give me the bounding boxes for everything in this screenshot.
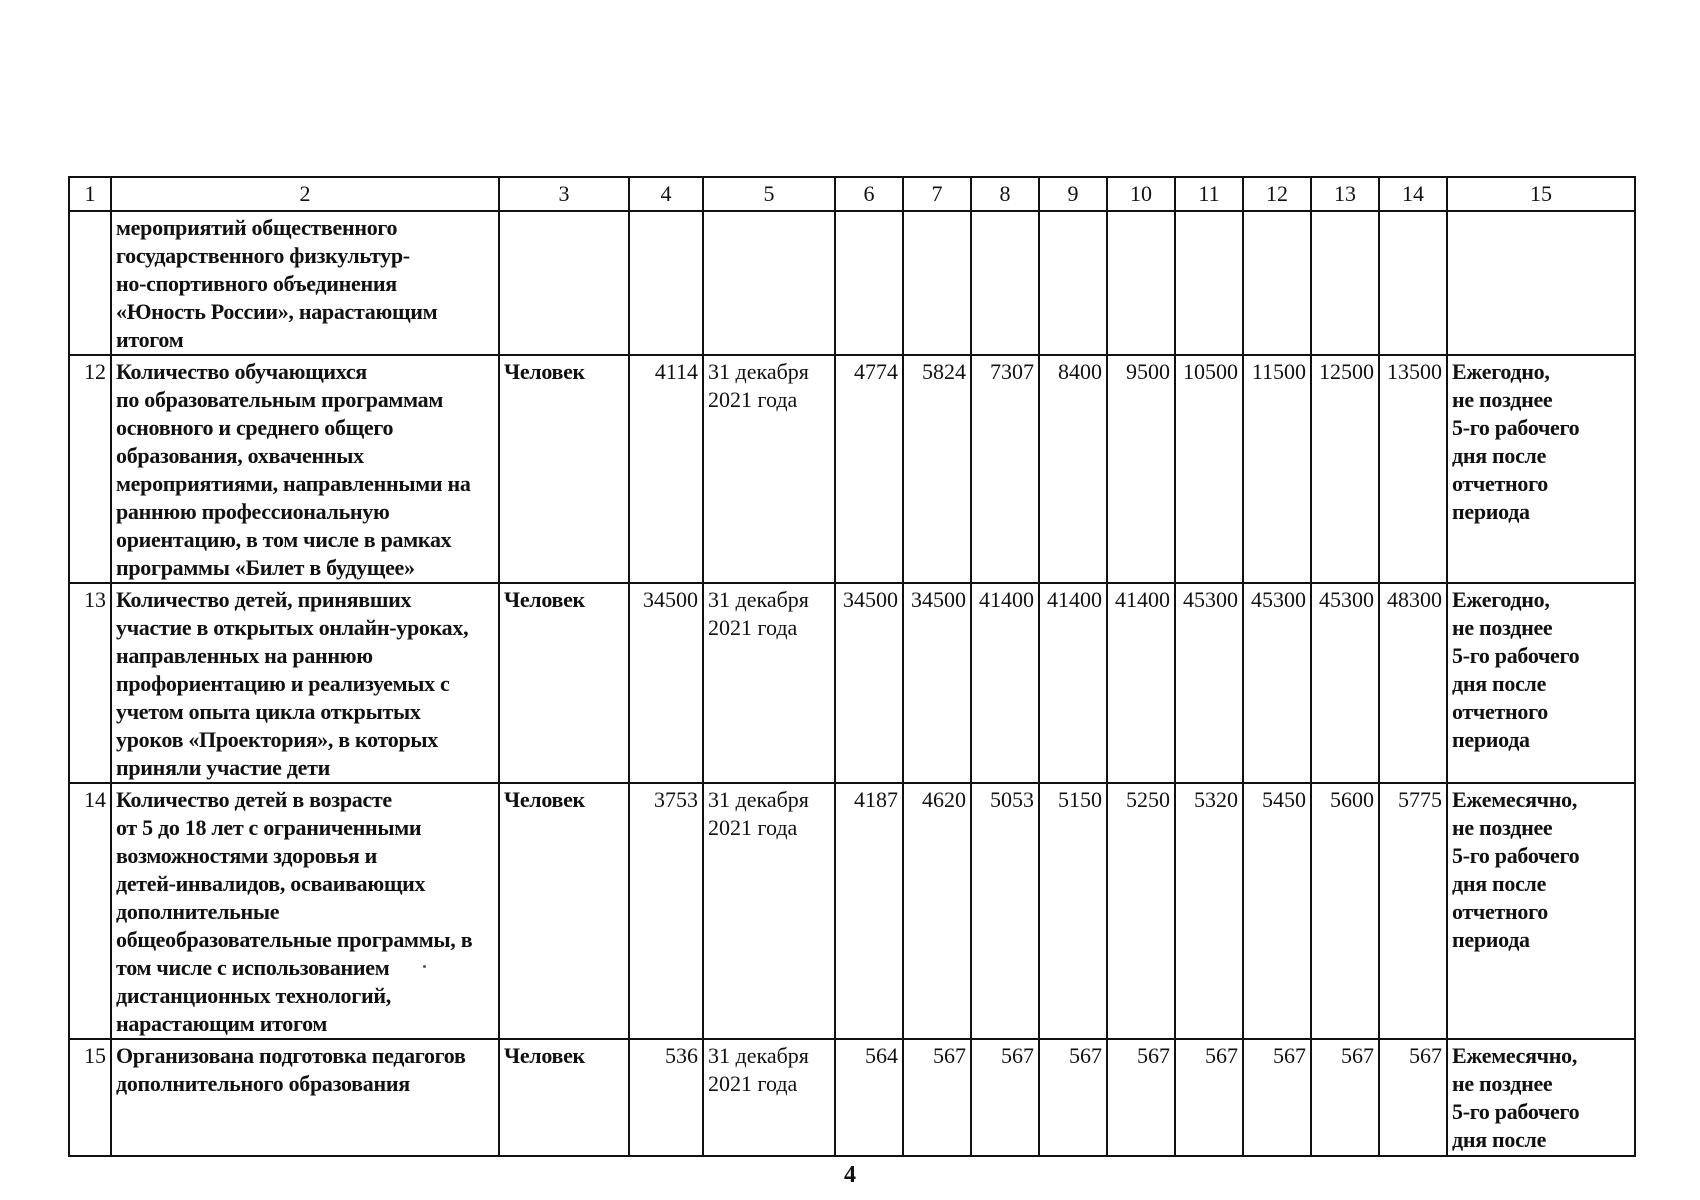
base-value-cell: 536 — [629, 1039, 703, 1156]
value-cell: 567 — [1039, 1039, 1107, 1156]
column-header: 14 — [1379, 177, 1447, 211]
date-line: 31 декабря — [708, 359, 809, 384]
value-cell: 567 — [903, 1039, 971, 1156]
frequency-line: отчетного — [1452, 471, 1548, 496]
value-cell: 5600 — [1311, 783, 1379, 1039]
value-cell: 10500 — [1175, 355, 1243, 583]
description-line: уроков «Проектория», в которых — [116, 727, 438, 752]
table-row — [69, 1039, 1635, 1156]
frequency-line: Ежегодно, — [1452, 587, 1550, 612]
value-cell: 8400 — [1039, 355, 1107, 583]
value-cell: 41400 — [1039, 583, 1107, 783]
frequency-cell — [1447, 583, 1635, 783]
value-cell: 45300 — [1175, 583, 1243, 783]
column-number-header-row — [69, 177, 1635, 211]
date-line: 31 декабря — [708, 587, 809, 612]
column-header: 13 — [1311, 177, 1379, 211]
continuation-row — [69, 211, 1635, 355]
base-date-cell — [703, 783, 835, 1039]
value-cell: 41400 — [1107, 583, 1175, 783]
base-date-cell — [703, 355, 835, 583]
value-cell: 9500 — [1107, 355, 1175, 583]
unit-cell: Человек — [499, 1039, 629, 1156]
frequency-line: периода — [1452, 499, 1530, 524]
column-header: 4 — [629, 177, 703, 211]
base-value-cell: 34500 — [629, 583, 703, 783]
value-cell: 5053 — [971, 783, 1039, 1039]
description-line: мероприятий общественного — [116, 215, 398, 240]
column-header: 10 — [1107, 177, 1175, 211]
base-date-cell — [703, 211, 835, 355]
column-header: 6 — [835, 177, 903, 211]
column-header: 5 — [703, 177, 835, 211]
description-line: дополнительного образования — [116, 1071, 410, 1096]
description-line: Количество детей в возрасте — [116, 787, 392, 812]
value-cell: 4620 — [903, 783, 971, 1039]
value-cell: 5775 — [1379, 783, 1447, 1039]
unit-cell: Человек — [499, 583, 629, 783]
frequency-line: 5-го рабочего — [1452, 843, 1580, 868]
value-cell: 5150 — [1039, 783, 1107, 1039]
unit-cell: Человек — [499, 783, 629, 1039]
frequency-line: отчетного — [1452, 699, 1548, 724]
description-line: направленных на раннюю — [116, 643, 373, 668]
description-line: том числе с использованием — [116, 955, 390, 980]
frequency-line: Ежемесячно, — [1452, 1043, 1578, 1068]
date-line: 31 декабря — [708, 1043, 809, 1068]
description-line: но-спортивного объединения — [116, 271, 397, 296]
value-cell — [1243, 211, 1311, 355]
value-cell: 12500 — [1311, 355, 1379, 583]
unit-cell — [499, 211, 629, 355]
description-line: итогом — [116, 327, 184, 352]
description-line: по образовательным программам — [116, 387, 444, 412]
value-cell: 45300 — [1243, 583, 1311, 783]
column-header: 8 — [971, 177, 1039, 211]
description-line: дополнительные — [116, 899, 280, 924]
table-row — [69, 583, 1635, 783]
value-cell: 5450 — [1243, 783, 1311, 1039]
date-line: 2021 года — [708, 615, 798, 640]
base-value-cell — [629, 211, 703, 355]
frequency-line: Ежегодно, — [1452, 359, 1550, 384]
frequency-line: 5-го рабочего — [1452, 1099, 1580, 1124]
indicator-description-cell — [111, 1039, 499, 1156]
description-line: приняли участие дети — [116, 755, 330, 780]
row-number-cell: 12 — [69, 355, 111, 583]
row-number-cell: 13 — [69, 583, 111, 783]
frequency-line: 5-го рабочего — [1452, 643, 1580, 668]
date-line: 2021 года — [708, 1071, 798, 1096]
frequency-line: отчетного — [1452, 899, 1548, 924]
frequency-line: не позднее — [1452, 1071, 1553, 1096]
value-cell: 4774 — [835, 355, 903, 583]
indicators-table — [68, 176, 1636, 1157]
value-cell: 564 — [835, 1039, 903, 1156]
value-cell: 34500 — [835, 583, 903, 783]
description-line: детей-инвалидов, осваивающих — [116, 871, 426, 896]
value-cell: 4187 — [835, 783, 903, 1039]
indicator-description-cell — [111, 211, 499, 355]
column-header: 9 — [1039, 177, 1107, 211]
value-cell: 567 — [1243, 1039, 1311, 1156]
value-cell — [1311, 211, 1379, 355]
frequency-line: периода — [1452, 927, 1530, 952]
base-value-cell: 3753 — [629, 783, 703, 1039]
base-date-cell — [703, 583, 835, 783]
value-cell: 567 — [1175, 1039, 1243, 1156]
description-line: профориентацию и реализуемых с — [116, 671, 450, 696]
frequency-cell — [1447, 1039, 1635, 1156]
description-line: Организована подготовка педагогов — [116, 1043, 466, 1068]
date-line: 2021 года — [708, 815, 798, 840]
value-cell: 5320 — [1175, 783, 1243, 1039]
value-cell: 567 — [1107, 1039, 1175, 1156]
row-number-cell — [69, 211, 111, 355]
value-cell: 11500 — [1243, 355, 1311, 583]
description-line: возможностями здоровья и — [116, 843, 378, 868]
date-line: 31 декабря — [708, 787, 809, 812]
frequency-line: Ежемесячно, — [1452, 787, 1578, 812]
scan-artifact-dot — [423, 965, 426, 968]
value-cell: 567 — [1311, 1039, 1379, 1156]
frequency-line: дня после — [1452, 443, 1547, 468]
description-line: мероприятиями, направленными на — [116, 471, 471, 496]
column-header: 7 — [903, 177, 971, 211]
value-cell: 567 — [1379, 1039, 1447, 1156]
frequency-line: дня после — [1452, 871, 1547, 896]
indicator-description-cell — [111, 355, 499, 583]
column-header: 15 — [1447, 177, 1635, 211]
column-header: 12 — [1243, 177, 1311, 211]
table-row — [69, 355, 1635, 583]
base-value-cell: 4114 — [629, 355, 703, 583]
column-header: 2 — [111, 177, 499, 211]
description-line: основного и среднего общего — [116, 415, 394, 440]
description-line: образования, охваченных — [116, 443, 364, 468]
value-cell — [1039, 211, 1107, 355]
frequency-cell — [1447, 355, 1635, 583]
row-number-cell: 15 — [69, 1039, 111, 1156]
value-cell — [1379, 211, 1447, 355]
indicator-description-cell — [111, 583, 499, 783]
date-line: 2021 года — [708, 387, 798, 412]
frequency-line: 5-го рабочего — [1452, 415, 1580, 440]
description-line: ориентацию, в том числе в рамках — [116, 527, 452, 552]
value-cell: 5824 — [903, 355, 971, 583]
value-cell: 567 — [971, 1039, 1039, 1156]
description-line: от 5 до 18 лет с ограниченными — [116, 815, 422, 840]
description-line: Количество обучающихся — [116, 359, 367, 384]
frequency-cell — [1447, 211, 1635, 355]
description-line: «Юность России», нарастающим — [116, 299, 438, 324]
value-cell: 41400 — [971, 583, 1039, 783]
description-line: государственного физкультур- — [116, 243, 410, 268]
page-number: 4 — [844, 1162, 856, 1188]
table-row — [69, 783, 1635, 1039]
description-line: учетом опыта цикла открытых — [116, 699, 421, 724]
value-cell: 34500 — [903, 583, 971, 783]
value-cell — [1107, 211, 1175, 355]
description-line: раннюю профессиональную — [116, 499, 390, 524]
value-cell — [835, 211, 903, 355]
description-line: нарастающим итогом — [116, 1011, 328, 1036]
frequency-line: дня после — [1452, 1127, 1547, 1152]
value-cell — [971, 211, 1039, 355]
column-header: 3 — [499, 177, 629, 211]
frequency-line: дня после — [1452, 671, 1547, 696]
description-line: Количество детей, принявших — [116, 587, 412, 612]
column-header: 1 — [69, 177, 111, 211]
description-line: дистанционных технологий, — [116, 983, 391, 1008]
description-line: участие в открытых онлайн-уроках, — [116, 615, 469, 640]
frequency-cell — [1447, 783, 1635, 1039]
description-line: общеобразовательные программы, в — [116, 927, 473, 952]
description-line: программы «Билет в будущее» — [116, 555, 415, 580]
value-cell: 13500 — [1379, 355, 1447, 583]
frequency-line: не позднее — [1452, 615, 1553, 640]
frequency-line: периода — [1452, 727, 1530, 752]
value-cell: 45300 — [1311, 583, 1379, 783]
indicator-description-cell — [111, 783, 499, 1039]
frequency-line: не позднее — [1452, 815, 1553, 840]
frequency-line: не позднее — [1452, 387, 1553, 412]
base-date-cell — [703, 1039, 835, 1156]
column-header: 11 — [1175, 177, 1243, 211]
value-cell: 48300 — [1379, 583, 1447, 783]
unit-cell: Человек — [499, 355, 629, 583]
row-number-cell: 14 — [69, 783, 111, 1039]
value-cell — [1175, 211, 1243, 355]
value-cell: 7307 — [971, 355, 1039, 583]
value-cell: 5250 — [1107, 783, 1175, 1039]
value-cell — [903, 211, 971, 355]
